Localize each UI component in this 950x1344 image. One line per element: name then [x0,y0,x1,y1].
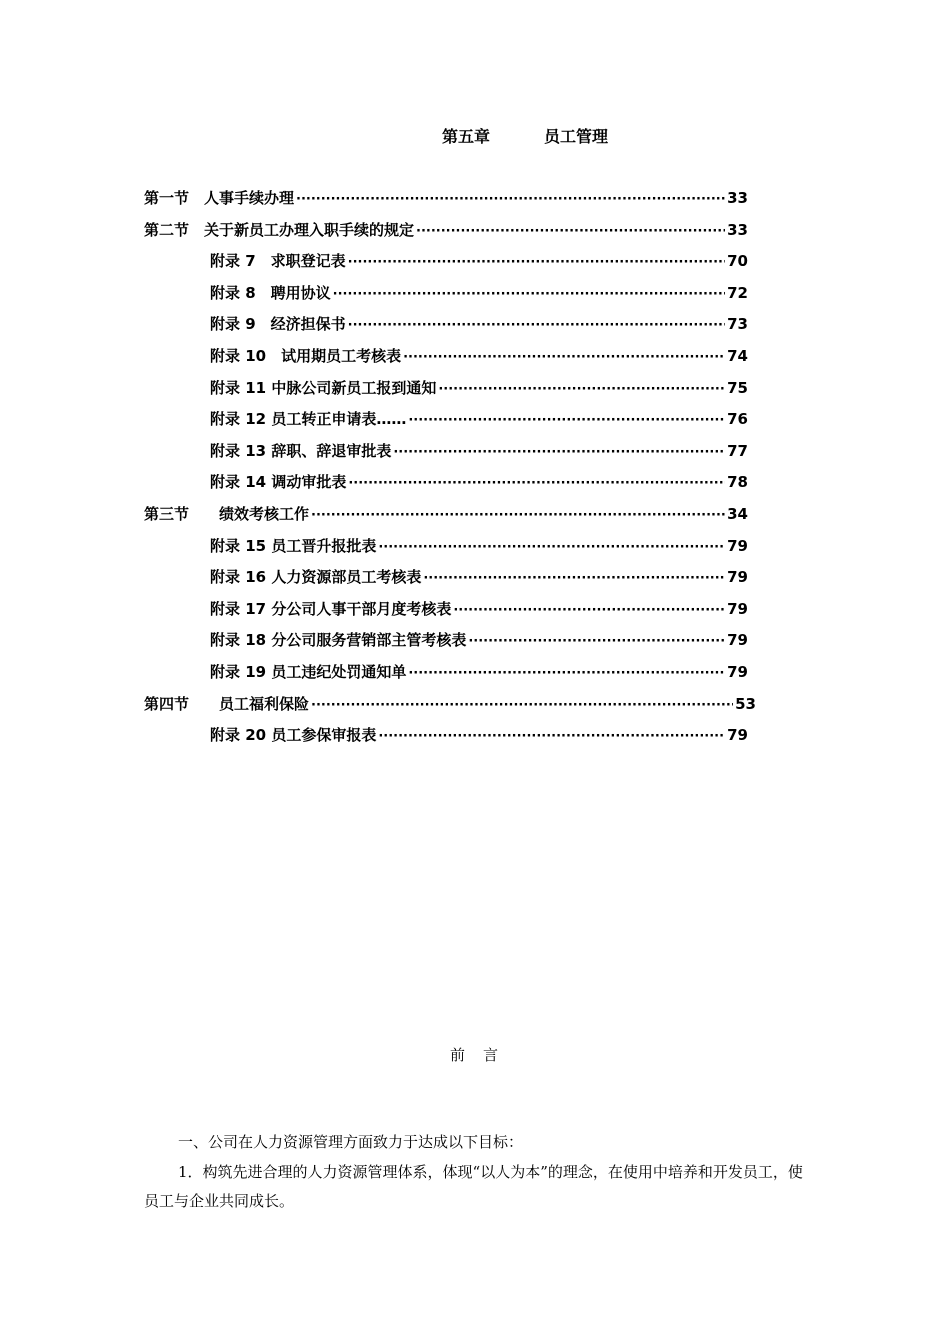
toc-dot-leader [333,281,725,307]
toc-entry-page: 34 [727,504,748,523]
chapter-number: 第五章 [442,127,491,146]
toc-dot-leader [416,218,725,244]
toc-entry-page: 73 [727,315,748,334]
toc-entry-label: 附录 17 分公司人事干部月度考核表 [210,599,452,618]
toc-entry[interactable] [144,281,748,313]
preface-title: 前言 [450,1046,517,1064]
toc-entry[interactable] [144,502,748,534]
toc-dot-leader [348,249,725,275]
toc-entry-page: 53 [735,694,756,713]
toc-entry[interactable] [144,249,748,281]
toc-entry-label: 第一节 人事手续办理 [144,189,295,207]
toc-entry-page: 76 [727,410,748,429]
preface-paragraph-2: 1．构筑先进合理的人力资源管理体系，体现“以人为本”的理念，在使用中培养和开发员工，使员工与企业共同成长。 [144,1163,803,1210]
toc-entry-page: 79 [727,568,748,587]
toc-entry-label: 附录 12 员工转正申请表…… [210,410,407,429]
toc-entry-label: 附录 19 员工违纪处罚通知单 [210,662,407,681]
toc-entry-page: 79 [727,726,748,745]
toc-entry[interactable] [144,470,748,502]
toc-entry-page: 79 [727,536,748,555]
toc-dot-leader [408,660,725,686]
toc-entry[interactable] [144,692,756,724]
toc-entry-label: 附录 20 员工参保审报表 [210,726,377,745]
toc-entry-page: 70 [727,252,748,271]
toc-entry-page: 79 [727,662,748,681]
toc-entry-label: 附录 8 聘用协议 [210,283,331,302]
toc-entry[interactable] [144,312,748,344]
toc-dot-leader [311,692,733,718]
toc-entry-page: 77 [727,441,748,460]
toc-entry[interactable] [144,660,748,692]
toc-entry[interactable] [144,439,748,471]
toc-entry[interactable] [144,565,748,597]
toc-dot-leader [296,186,725,212]
toc-entry[interactable] [144,534,748,566]
toc-entry-label: 第四节 员工福利保险 [144,694,310,713]
toc-dot-leader [403,344,725,370]
toc-entry[interactable] [144,628,748,660]
toc-entry-label: 第二节 关于新员工办理入职手续的规定 [144,220,415,239]
toc-entry-label: 附录 10 试用期员工考核表 [210,346,402,365]
toc-dot-leader [311,502,725,528]
toc-dot-leader [438,376,725,402]
table-of-contents [144,186,756,755]
toc-entry-page: 79 [727,599,748,618]
toc-dot-leader [378,723,725,749]
toc-entry-label: 附录 18 分公司服务营销部主管考核表 [210,631,467,650]
toc-dot-leader [348,312,725,338]
toc-entry-page: 33 [727,220,748,239]
toc-entry-page: 33 [727,189,748,207]
toc-entry-label: 附录 16 人力资源部员工考核表 [210,568,422,587]
toc-entry-label: 附录 13 辞职、辞退审批表 [210,441,392,460]
toc-entry-page: 79 [727,631,748,650]
toc-entry-label: 附录 9 经济担保书 [210,315,346,334]
toc-entry[interactable] [144,723,748,755]
toc-entry[interactable] [144,344,748,376]
toc-entry[interactable] [144,376,748,408]
toc-entry[interactable] [144,186,748,218]
toc-entry-label: 附录 14 调动审批表 [210,473,347,492]
toc-entry-label: 附录 7 求职登记表 [210,252,346,271]
toc-entry-page: 78 [727,473,748,492]
toc-dot-leader [453,597,725,623]
toc-entry[interactable] [144,218,748,250]
toc-dot-leader [378,534,725,560]
toc-entry-page: 74 [727,346,748,365]
toc-dot-leader [393,439,725,465]
chapter-name: 员工管理 [544,127,609,146]
toc-entry-label: 附录 11 中脉公司新员工报到通知 [210,378,437,397]
toc-dot-leader [423,565,725,591]
preface-paragraph-1: 一、公司在人力资源管理方面致力于达成以下目标： [178,1133,524,1151]
toc-entry-label: 附录 15 员工晋升报批表 [210,536,377,555]
chapter-title [442,124,608,147]
toc-entry-label: 第三节 绩效考核工作 [144,504,310,523]
toc-dot-leader [408,407,725,433]
toc-entry[interactable] [144,597,748,629]
toc-entry-page: 72 [727,283,748,302]
toc-dot-leader [468,628,725,654]
toc-entry-page: 75 [727,378,748,397]
toc-dot-leader [348,470,725,496]
toc-entry[interactable] [144,407,748,439]
